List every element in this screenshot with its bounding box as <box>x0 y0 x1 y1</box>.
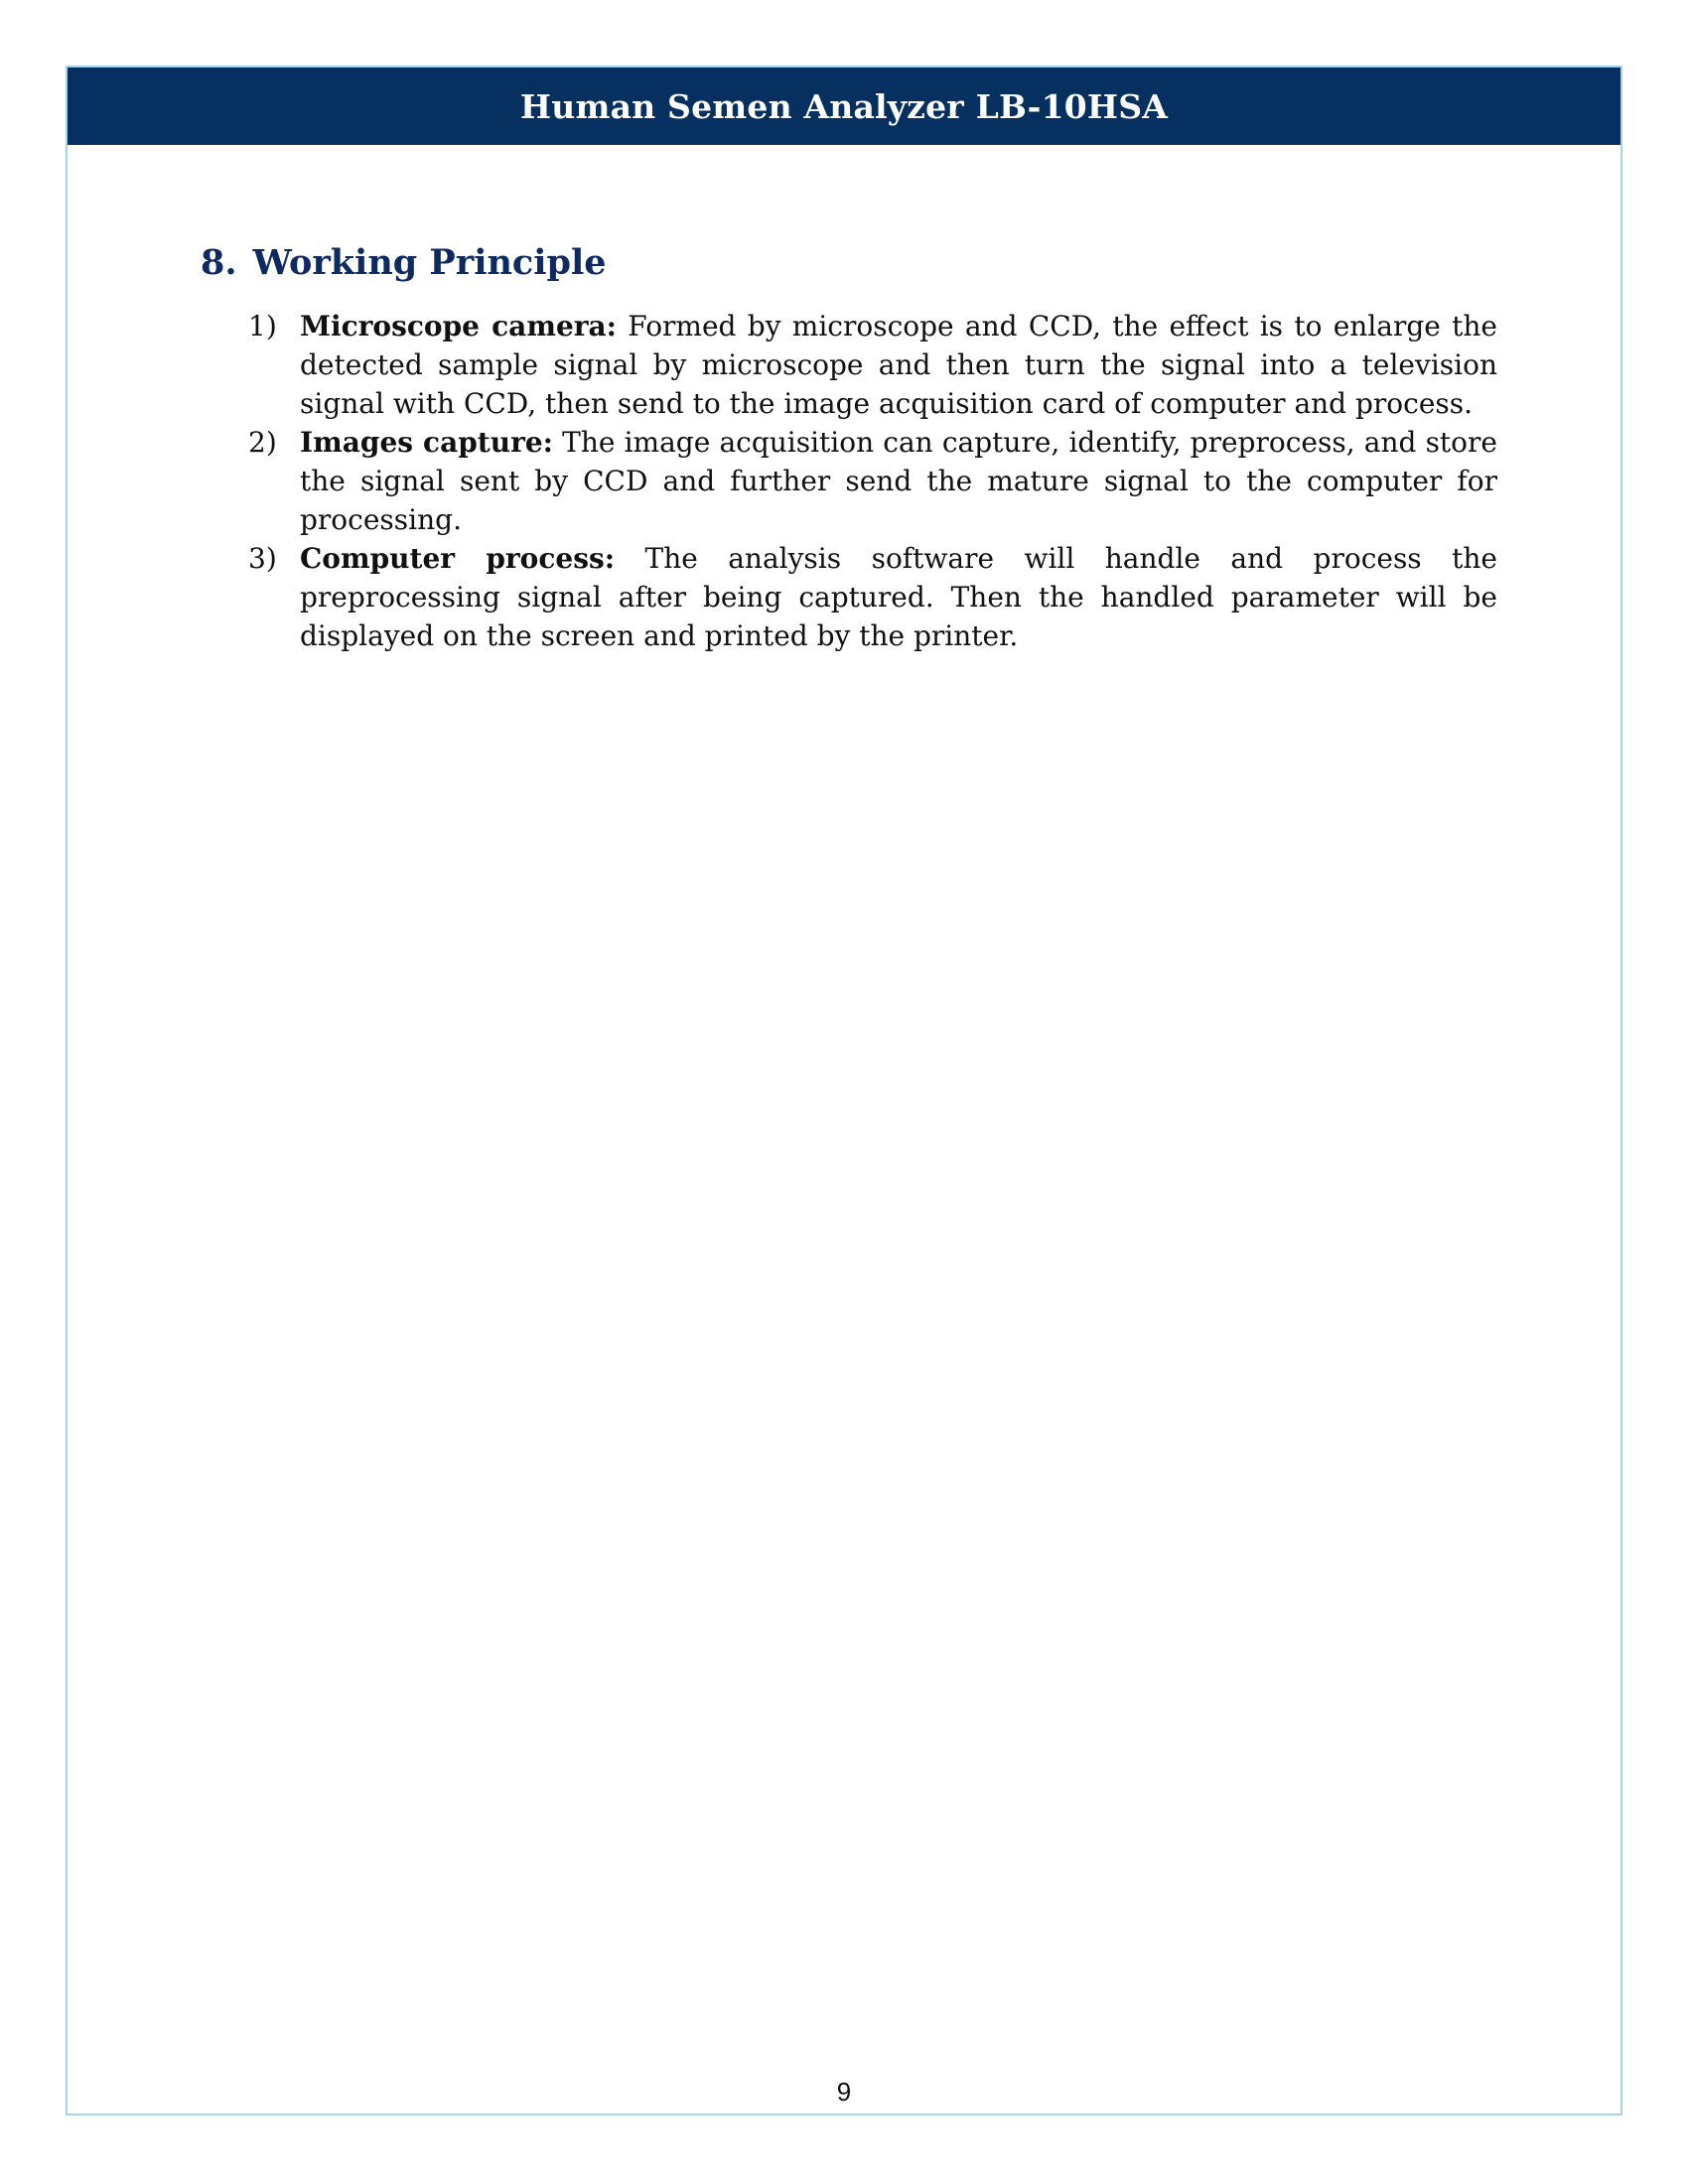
list-item-number: 1) <box>248 310 277 342</box>
section-heading <box>201 242 1561 283</box>
list-item-text <box>300 307 1497 423</box>
list-item-body: The image acquisition can capture, identify, preprocess, and store the signal sent by CCD and further send the mature signal to the computer for processing. <box>300 426 1497 536</box>
section-title: Working Principle <box>252 242 607 283</box>
page-number: 9 <box>836 2077 852 2107</box>
list-item-label: Images capture: <box>300 426 553 459</box>
section-number: 8. <box>201 242 237 283</box>
list-item-label: Computer process: <box>300 542 616 575</box>
list-item <box>248 423 1497 539</box>
list-item-body: Formed by microscope and CCD, the effect is to enlarge the detected sample signal by microscope and then turn the signal into a television signal with CCD, then send to the image acquisition card of computer and process. <box>300 310 1498 420</box>
section-working-principle <box>201 242 1561 671</box>
list-item <box>248 307 1497 423</box>
list-item-text <box>300 539 1497 655</box>
list-item-body: The analysis software will handle and process the preprocessing signal after being captured. Then the handled parameter will be displayed on the screen and printed by the printer. <box>300 542 1497 652</box>
header-bar <box>68 68 1620 145</box>
header-title: Human Semen Analyzer LB-10HSA <box>519 86 1169 126</box>
list-item-number: 3) <box>248 542 277 575</box>
principle-list <box>248 307 1497 655</box>
list-item <box>248 539 1497 655</box>
list-item-text <box>300 423 1497 539</box>
list-item-label: Microscope camera: <box>300 310 617 342</box>
page-frame <box>66 66 1622 2116</box>
list-item-number: 2) <box>248 426 277 459</box>
